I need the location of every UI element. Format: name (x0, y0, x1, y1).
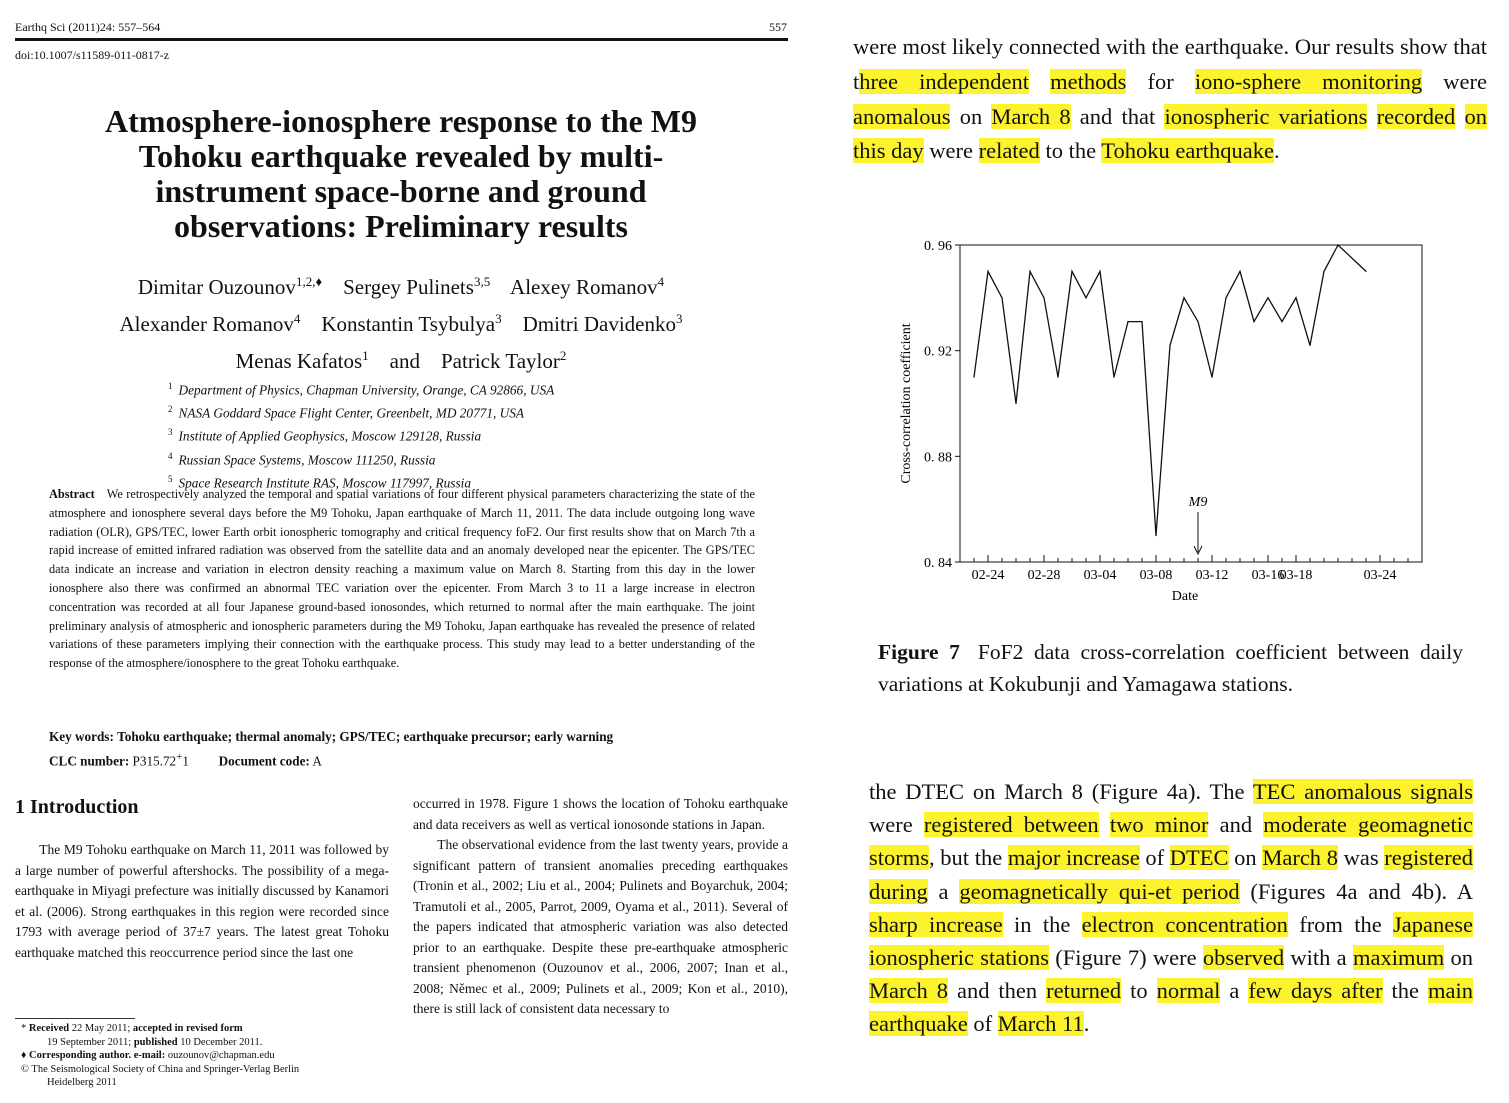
running-head (15, 20, 787, 35)
highlighted-text: anomalous (853, 103, 951, 129)
author: Dmitri Davidenko (522, 312, 676, 336)
highlighted-text: related (978, 138, 1040, 164)
text-segment: was (1337, 845, 1385, 871)
text-segment: were most likely connected with the earthquake. Our results show that t (853, 34, 1487, 94)
series-line (974, 245, 1366, 536)
text-segment: for (1126, 68, 1195, 94)
data-point (1057, 376, 1058, 377)
data-point (1099, 271, 1100, 272)
document-code-label: Document code: (218, 753, 310, 769)
author: Patrick Taylor (441, 349, 560, 373)
data-point (1169, 345, 1170, 346)
keywords: Tohoku earthquake; thermal anomaly; GPS/TEC; earthquake precursor; early warning (117, 729, 614, 744)
x-tick-label: 02-24 (971, 568, 1005, 583)
text-segment: on (950, 103, 992, 129)
paragraph: occurred in 1978. Figure 1 shows the location of Tohoku earthquake and data receivers as well as vertical ionosonde stations in Japan. (413, 796, 788, 832)
email: ouzounov@chapman.edu (167, 1050, 275, 1061)
x-tick-label: 03-12 (1195, 568, 1229, 583)
keywords-label: Key words: (49, 729, 114, 744)
highlighted-text: electron concentration (1081, 911, 1288, 937)
header-rule (15, 38, 788, 41)
y-tick-label: 0. 84 (924, 556, 952, 571)
intro-column-1: The M9 Tohoku earthquake on March 11, 2011 was followed by a large number of powerful aftershocks. The possibility of a mega-earthquake in Miyagi prefecture was initially discussed by Kanamori et al. (2006). Strong earthquakes in this region were recorded since 1793 with average period of 37±7 years. The latest great Tohoku earthquake matched this reoccurrence period since the last one (15, 842, 389, 960)
plot-frame (960, 245, 1422, 562)
text-segment: (Figure 7) were (1049, 945, 1203, 971)
highlighted-text: registered during (869, 845, 1473, 904)
journal-citation: Earthq Sci (2011)24: 557–564 (15, 20, 161, 34)
data-point (1001, 297, 1002, 298)
author-affil: 3,5 (473, 274, 491, 289)
highlighted-text: ionospheric stations (869, 945, 1050, 971)
highlighted-text: methods (1050, 68, 1127, 94)
text-segment: a (1220, 978, 1249, 1004)
affiliation: $^5$ Space Research Institute RAS, Moscow 117997, Russia (168, 473, 471, 491)
text-segment: on (1228, 845, 1263, 871)
highlighted-text: maximum (1352, 945, 1445, 971)
page-number: 557 (769, 20, 787, 34)
highlighted-text: DTEC (1169, 845, 1229, 871)
affiliation: $^1$ Department of Physics, Chapman University, Orange, CA 92866, USA (168, 381, 555, 398)
x-axis-label: Date (1171, 589, 1199, 604)
data-point (1211, 376, 1212, 377)
author: Konstantin Tsybulya (321, 312, 496, 336)
highlighted-text: returned (1046, 978, 1122, 1004)
text-segment: with a (1284, 945, 1353, 971)
author: Alexander Romanov (119, 312, 294, 336)
text-segment: on (1444, 945, 1473, 971)
m9-annotation-label: M9 (1188, 495, 1208, 510)
highlighted-text: geomagnetically qui-et period (959, 878, 1240, 904)
text-segment: to the (1039, 138, 1102, 164)
data-point (1085, 297, 1086, 298)
footnotes: * Received 22 May 2011; accepted in revised form 19 September 2011; published 10 December 2011. ♦ Corresponding author. e-mail: ouzounov@chapman.edu © The Seismological Society of China and Springer-Verlag Berlin Heidelberg 2011 (21, 1023, 300, 1088)
figure-caption (878, 636, 1463, 700)
text-segment: the DTEC on March 8 (Figure 4a). The (869, 779, 1253, 804)
document-code: A (312, 753, 322, 769)
title-line: instrument space-borne and ground (155, 173, 647, 209)
text-segment (1455, 104, 1464, 129)
text-segment: were (1422, 68, 1488, 94)
highlighted-text: main earthquake (869, 978, 1473, 1037)
data-point (987, 271, 988, 272)
highlighted-text: TEC anomalous signals (1252, 779, 1473, 804)
data-point (1113, 376, 1114, 377)
data-point (1015, 403, 1016, 404)
highlighted-text: Tohoku earthquake (1101, 138, 1275, 164)
section-heading: 1 Introduction (15, 796, 139, 818)
data-point (1183, 297, 1184, 298)
author-affil: 1 (362, 348, 369, 363)
x-tick-label: 03-18 (1279, 568, 1313, 583)
figure-7-chart (890, 230, 1460, 615)
y-tick-label: 0. 96 (924, 239, 952, 254)
clc-tail: 1 (182, 753, 189, 769)
text-segment: of (1139, 845, 1170, 871)
author-affil: 3 (676, 311, 683, 326)
author-affil: 2 (559, 348, 567, 363)
author-list (15, 266, 787, 377)
highlighted-text: observed (1202, 945, 1285, 971)
data-point (973, 376, 974, 377)
text-segment (1029, 69, 1050, 94)
text-segment: . (1083, 1011, 1090, 1037)
data-point (1127, 321, 1128, 322)
data-point (1071, 271, 1072, 272)
author: Alexey Romanov (510, 275, 658, 299)
highlighted-text: normal (1156, 978, 1221, 1004)
data-point (1225, 297, 1226, 298)
author-affil: 4 (657, 274, 665, 289)
highlighted-text: March 8 (1262, 845, 1338, 871)
text-segment: and that (1070, 103, 1165, 129)
highlighted-paragraph-bottom (869, 775, 1473, 1041)
author-affil: 3 (495, 311, 502, 326)
data-point (1029, 271, 1030, 272)
x-tick-label: 03-08 (1139, 568, 1173, 583)
text-segment: and (1208, 812, 1264, 838)
data-point (1043, 297, 1044, 298)
highlighted-text: on this day (853, 103, 1488, 164)
highlighted-text: ionospheric variations (1164, 103, 1368, 129)
highlighted-text: March 11 (997, 1011, 1084, 1037)
data-point (1197, 321, 1198, 322)
figure-label: Figure 7 (878, 640, 960, 664)
clc-number: P315.72 (132, 753, 177, 769)
text-segment: were (869, 812, 924, 838)
highlighted-text: major increase (1007, 845, 1140, 871)
clc-sup: + (176, 751, 183, 763)
data-point (1141, 321, 1142, 322)
abstract-text: We retrospectively analyzed the temporal and spatial variations of four different physical parameters characterizing the state of the atmosphere and ionosphere several days before the M9 Tohoku, Japan earthquake of March 11, 2011. The data include outgoing long wave radiation (OLR), GPS/TEC, lower Earth orbit ionospheric tomography and critical frequency foF2. Our first results show that on March 7th a rapid increase of emitted infrared radiation was observed from the satellite data and an anomaly developed near the epicenter. The GPS/TEC data indicate an increase and variation in electron density reaching a maximum value on March 8. Starting from this day in the lower ionosphere also there was confirmed an abnormal TEC variation over the epicenter. From March 3 to 11 a large increase in electron concentration was recorded at all four Japanese ground-based ionosondes, which returned to normal after the main earthquake. The joint preliminary analysis of atmospheric and ionospheric parameters during the M9 Tohoku, Japan earthquake has revealed the presence of related variations of these parameters implying their connection with the earthquake process. This study may lead to a better understanding of the response of the atmosphere/ionosphere to the great Tohoku earthquake. (49, 487, 755, 671)
text-segment: , but the (929, 845, 1008, 871)
highlighted-text: moderate geomagnetic storms (869, 812, 1474, 871)
highlighted-text: recorded (1376, 103, 1456, 129)
clc-label: CLC number: (49, 753, 130, 769)
author-affil: 1,2,♦ (295, 274, 323, 289)
author-affil: 4 (293, 311, 301, 326)
x-tick-label: 03-16 (1251, 568, 1285, 583)
data-point (1295, 297, 1296, 298)
title-line: Atmosphere-ionosphere response to the M9 (105, 103, 697, 139)
text-segment (1367, 104, 1376, 129)
highlighted-text: registered between (923, 812, 1099, 838)
caption-text: FoF2 data cross-correlation coefficient between daily variations at Kokubunji and Yamagawa stations. (878, 640, 1464, 696)
data-point (1365, 271, 1366, 272)
data-point (1337, 244, 1338, 245)
y-axis-label: Cross-correlation coefficient (899, 323, 914, 484)
data-point (1323, 271, 1324, 272)
author: Dimitar Ouzounov (137, 275, 296, 299)
text-segment: of (967, 1011, 998, 1037)
paper-title (15, 104, 787, 244)
data-point (1239, 271, 1240, 272)
highlighted-text: Japanese (1393, 911, 1474, 937)
highlighted-text: sharp increase (869, 911, 1003, 937)
highlighted-text: March 8 (991, 103, 1071, 129)
data-point (1253, 321, 1254, 322)
intro-column-2 (413, 794, 788, 1020)
text-segment (1099, 812, 1110, 837)
text-segment: . (1274, 138, 1280, 164)
title-line: Tohoku earthquake revealed by multi- (138, 138, 664, 174)
abstract (49, 485, 755, 673)
affiliation: $^4$ Russian Space Systems, Moscow 111250, Russia (168, 450, 436, 468)
data-point (1267, 297, 1268, 298)
text-segment: the (1382, 978, 1428, 1004)
text-segment: a (927, 878, 960, 904)
text-segment: were (923, 138, 979, 164)
y-tick-label: 0. 92 (924, 344, 952, 360)
abstract-label: Abstract (49, 487, 95, 501)
affiliations (168, 377, 554, 493)
y-tick-label: 0. 88 (924, 450, 952, 466)
highlighted-text: few days after (1248, 978, 1383, 1004)
title-line: observations: Preliminary results (174, 208, 628, 244)
text-segment: (Figures 4a and 4b). A (1239, 878, 1473, 904)
doi: doi:10.1007/s11589-011-0817-z (15, 48, 170, 62)
author: Menas Kafatos (235, 349, 363, 373)
highlighted-paragraph-top (853, 30, 1487, 169)
text-segment: and then (947, 978, 1047, 1004)
highlighted-text: iono-sphere monitoring (1194, 68, 1423, 94)
x-tick-label: 03-24 (1363, 568, 1397, 583)
highlighted-text: two minor (1109, 812, 1209, 838)
highlighted-text: hree independent (859, 68, 1030, 94)
text-segment: in the (1002, 911, 1082, 937)
data-point (1281, 321, 1282, 322)
author-conjunction: and (389, 349, 420, 373)
text-segment: to (1121, 978, 1157, 1004)
keywords-block (49, 726, 755, 771)
x-tick-label: 02-28 (1027, 568, 1061, 583)
paragraph: The observational evidence from the last twenty years, provide a significant pattern of transient anomalies preceding earthquakes (Tronin et al., 2002; Liu et al., 2004; Pulinets and Boyarchuk, 2004; Tramutoli et al., 2005, Parrot, 2009, Oyama et al., 2011). Several of the papers indicated that atmospheric variation was also detected prior to an earthquake. Despite these pre-earthquake atmospheric transient phenomenon (Ouzounov et al., 2006, 2007; Inan et al., 2008; Němec et al., 2009; Pulinets et al., 2009; Kon et al., 2010), there is still lack of consistent data necessary to (413, 837, 788, 1016)
x-tick-label: 03-04 (1083, 568, 1117, 583)
footnote-rule (15, 1018, 135, 1019)
affiliation: $^2$ NASA Goddard Space Flight Center, Greenbelt, MD 20771, USA (168, 404, 525, 421)
text-segment: from the (1287, 911, 1394, 937)
highlighted-text: March 8 (869, 978, 948, 1004)
author: Sergey Pulinets (343, 275, 474, 299)
data-point (1155, 535, 1156, 536)
affiliation: $^3$ Institute of Applied Geophysics, Moscow 129128, Russia (168, 427, 482, 444)
data-point (1309, 345, 1310, 346)
